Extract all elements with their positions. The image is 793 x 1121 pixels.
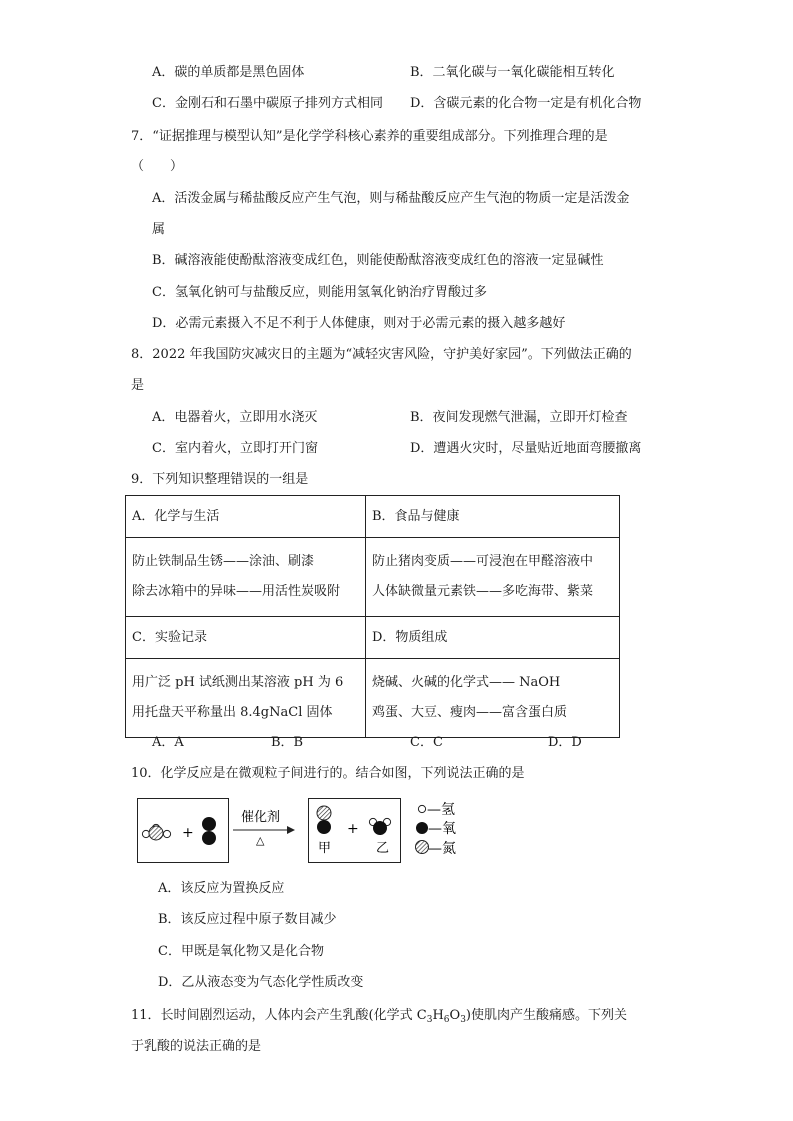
q7-option-d: D．必需元素摄入不足不利于人体健康，则对于必需元素的摄入越多越好 xyxy=(152,316,566,331)
oxygen-atom xyxy=(202,817,216,831)
cell-a-line1: 防止铁制品生锈——涂油、刷漆 xyxy=(132,554,315,569)
cell-a-body xyxy=(126,538,366,617)
q8-option-c: C．室内着火，立即打开门窗 xyxy=(152,441,318,456)
legend-oxygen-icon xyxy=(416,822,428,834)
q9-stem: 9．下列知识整理错误的一组是 xyxy=(131,472,309,487)
cell-c-line1: 用广泛 pH 试纸测出某溶液 pH 为 6 xyxy=(132,675,344,690)
q11-stem-cont: 于乳酸的说法正确的是 xyxy=(131,1039,262,1054)
q10-option-b: B．该反应过程中原子数目减少 xyxy=(158,912,337,927)
q7-option-c: C．氢氧化钠可与盐酸反应，则能用氢氧化钠治疗胃酸过多 xyxy=(152,285,487,300)
q7-option-b: B．碱溶液能使酚酞溶液变成红色，则能使酚酞溶液变成红色的溶液一定显碱性 xyxy=(152,253,604,268)
q11-stem-pre: 11．长时间剧烈运动，人体内会产生乳酸(化学式 C xyxy=(131,1008,427,1023)
q11-h: H xyxy=(432,1008,444,1023)
heat-symbol: △ xyxy=(256,834,265,847)
cell-d-body xyxy=(366,659,620,738)
plus-sign-1: + xyxy=(182,825,194,841)
legend-oxygen-label: —氧 xyxy=(428,821,456,837)
cell-c-body xyxy=(126,659,366,738)
arrow-head-icon xyxy=(287,826,295,834)
q7-stem: 7．“证据推理与模型认知”是化学学科核心素养的重要组成部分。下列推理合理的是 xyxy=(131,129,608,144)
cell-d-line1: 烧碱、火碱的化学式—— NaOH xyxy=(372,675,561,690)
cell-b-head: B．食品与健康 xyxy=(366,496,620,538)
cell-b-line1: 防止猪肉变质——可浸泡在甲醛溶液中 xyxy=(372,554,594,569)
q11-stem xyxy=(131,1007,627,1029)
q11-o: O xyxy=(449,1008,461,1023)
hydrogen-atom xyxy=(142,830,149,837)
oxygen-atom xyxy=(317,820,331,834)
cell-d-line2: 鸡蛋、大豆、瘦肉——富含蛋白质 xyxy=(372,705,568,720)
q7-option-a: A．活泼金属与稀盐酸反应产生气泡，则与稀盐酸反应产生气泡的物质一定是活泼金 xyxy=(152,191,630,206)
legend-nitrogen-label: —氮 xyxy=(428,841,456,857)
cell-d-head: D．物质组成 xyxy=(366,617,620,659)
label-jia: 甲 xyxy=(318,841,332,856)
nitrogen-atom xyxy=(149,826,163,840)
q10-option-a: A．该反应为置换反应 xyxy=(158,881,285,896)
q8-stem: 8．2022 年我国防灾减灾日的主题为“减轻灾害风险，守护美好家园”。下列做法正确的 xyxy=(131,347,632,362)
cell-c-head: C．实验记录 xyxy=(126,617,366,659)
cell-b-body xyxy=(366,538,620,617)
q8-option-a: A．电器着火，立即用水浇灭 xyxy=(152,410,318,425)
q6-option-a: A．碳的单质都是黑色固体 xyxy=(152,65,305,80)
cell-a-line2: 除去冰箱中的异味——用活性炭吸附 xyxy=(132,584,341,599)
q10-option-c: C．甲既是氧化物又是化合物 xyxy=(158,944,324,959)
legend-nitrogen-icon xyxy=(416,841,429,854)
q7-answer-blank: （ ） xyxy=(131,159,184,174)
q11-sub-c: 3 xyxy=(426,1015,433,1025)
q8-stem-cont: 是 xyxy=(131,378,145,393)
q8-option-b: B．夜间发现燃气泄漏，立即开灯检查 xyxy=(410,410,628,425)
q6-option-c: C．金刚石和石墨中碳原子排列方式相同 xyxy=(152,96,383,111)
oxygen-atom xyxy=(373,821,387,835)
hydrogen-atom xyxy=(163,830,170,837)
oxygen-atom xyxy=(202,831,216,845)
q9-option-d: D．D xyxy=(548,735,582,750)
q6-option-b: B．二氧化碳与一氧化碳能相互转化 xyxy=(410,65,615,80)
q11-sub-o: 3 xyxy=(460,1015,466,1025)
catalyst-label: 催化剂 xyxy=(241,810,281,825)
plus-sign-2: + xyxy=(347,821,359,837)
q11-sub-h: 6 xyxy=(443,1015,450,1025)
q6-option-d: D．含碳元素的化合物一定是有机化合物 xyxy=(410,96,642,111)
knowledge-table xyxy=(125,495,620,738)
legend-hydrogen-label: —氢 xyxy=(427,802,455,818)
cell-a-head: A．化学与生活 xyxy=(126,496,366,538)
q8-option-d: D．遭遇火灾时，尽量贴近地面弯腰撤离 xyxy=(410,441,642,456)
q9-option-b: B．B xyxy=(271,735,304,750)
cell-c-line2: 用托盘天平称量出 8.4gNaCl 固体 xyxy=(132,705,333,720)
legend-hydrogen-icon xyxy=(418,805,425,812)
label-yi: 乙 xyxy=(376,841,390,856)
nitrogen-atom xyxy=(317,806,331,820)
q10-stem: 10．化学反应是在微观粒子间进行的。结合如图，下列说法正确的是 xyxy=(131,766,525,781)
q9-option-a: A．A xyxy=(152,735,184,750)
q9-option-c: C．C xyxy=(410,735,443,750)
reaction-diagram xyxy=(137,797,467,867)
q7-option-a-cont: 属 xyxy=(152,222,166,237)
q10-option-d: D．乙从液态变为气态化学性质改变 xyxy=(158,975,364,990)
cell-b-line2: 人体缺微量元素铁——多吃海带、紫菜 xyxy=(372,584,594,599)
q11-stem-post: )使肌肉产生酸痛感。下列关 xyxy=(465,1008,627,1023)
